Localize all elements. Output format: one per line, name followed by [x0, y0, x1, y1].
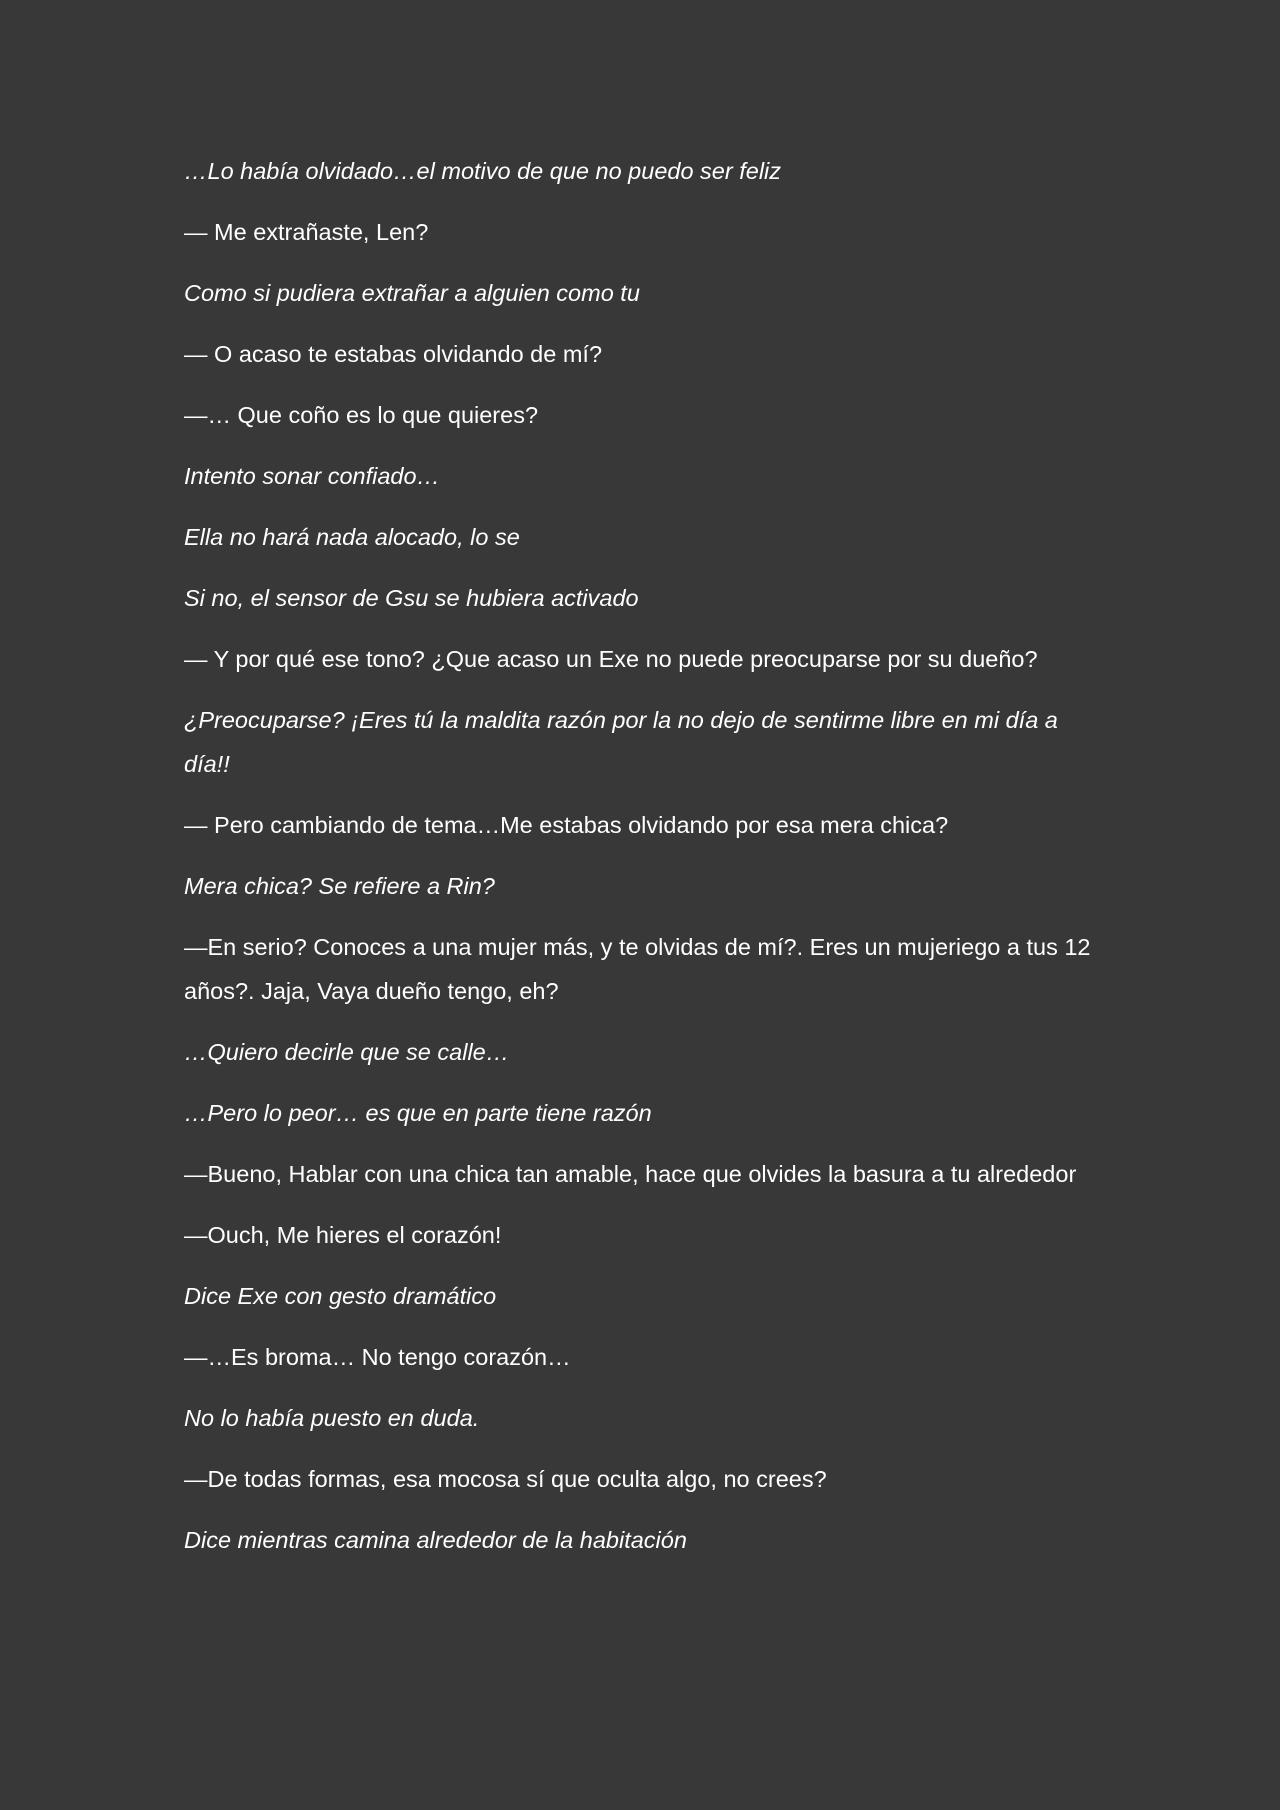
paragraph-15: …Pero lo peor… es que en parte tiene razón [184, 1100, 652, 1126]
paragraph-16: —Bueno, Hablar con una chica tan amable, hace que olvides la basura a tu alrededor [184, 1161, 1077, 1187]
paragraph-12: Mera chica? Se refiere a Rin? [184, 873, 495, 899]
paragraph-6: Intento sonar confiado… [184, 463, 441, 489]
paragraph-19: —…Es broma… No tengo corazón… [184, 1344, 571, 1370]
paragraph-18: Dice Exe con gesto dramático [184, 1283, 497, 1309]
paragraph-3: Como si pudiera extrañar a alguien como tu [184, 280, 640, 306]
paragraph-13: —En serio? Conoces a una mujer más, y te olvidas de mí?. Eres un mujeriego a tus 12 años?. Jaja, Vaya dueño tengo, eh? [184, 934, 1091, 1004]
paragraph-21: —De todas formas, esa mocosa sí que oculta algo, no crees? [184, 1466, 827, 1492]
paragraph-20: No lo había puesto en duda. [184, 1405, 480, 1431]
paragraph-22: Dice mientras camina alrededor de la habitación [184, 1527, 687, 1553]
story-text [184, 149, 1094, 1579]
paragraph-1: …Lo había olvidado…el motivo de que no puedo ser feliz [184, 158, 782, 184]
paragraph-14: …Quiero decirle que se calle… [184, 1039, 510, 1065]
paragraph-4: — O acaso te estabas olvidando de mí? [184, 341, 603, 367]
paragraph-7: Ella no hará nada alocado, lo se [184, 524, 520, 550]
paragraph-17: —Ouch, Me hieres el corazón! [184, 1222, 502, 1248]
paragraph-10: ¿Preocuparse? ¡Eres tú la maldita razón por la no dejo de sentirme libre en mi día a día!! [184, 707, 1058, 777]
paragraph-11: — Pero cambiando de tema…Me estabas olvidando por esa mera chica? [184, 812, 949, 838]
paragraph-9: — Y por qué ese tono? ¿Que acaso un Exe no puede preocuparse por su dueño? [184, 646, 1038, 672]
paragraph-8: Si no, el sensor de Gsu se hubiera activado [184, 585, 639, 611]
paragraph-5: —… Que coño es lo que quieres? [184, 402, 539, 428]
paragraph-2: — Me extrañaste, Len? [184, 219, 429, 245]
